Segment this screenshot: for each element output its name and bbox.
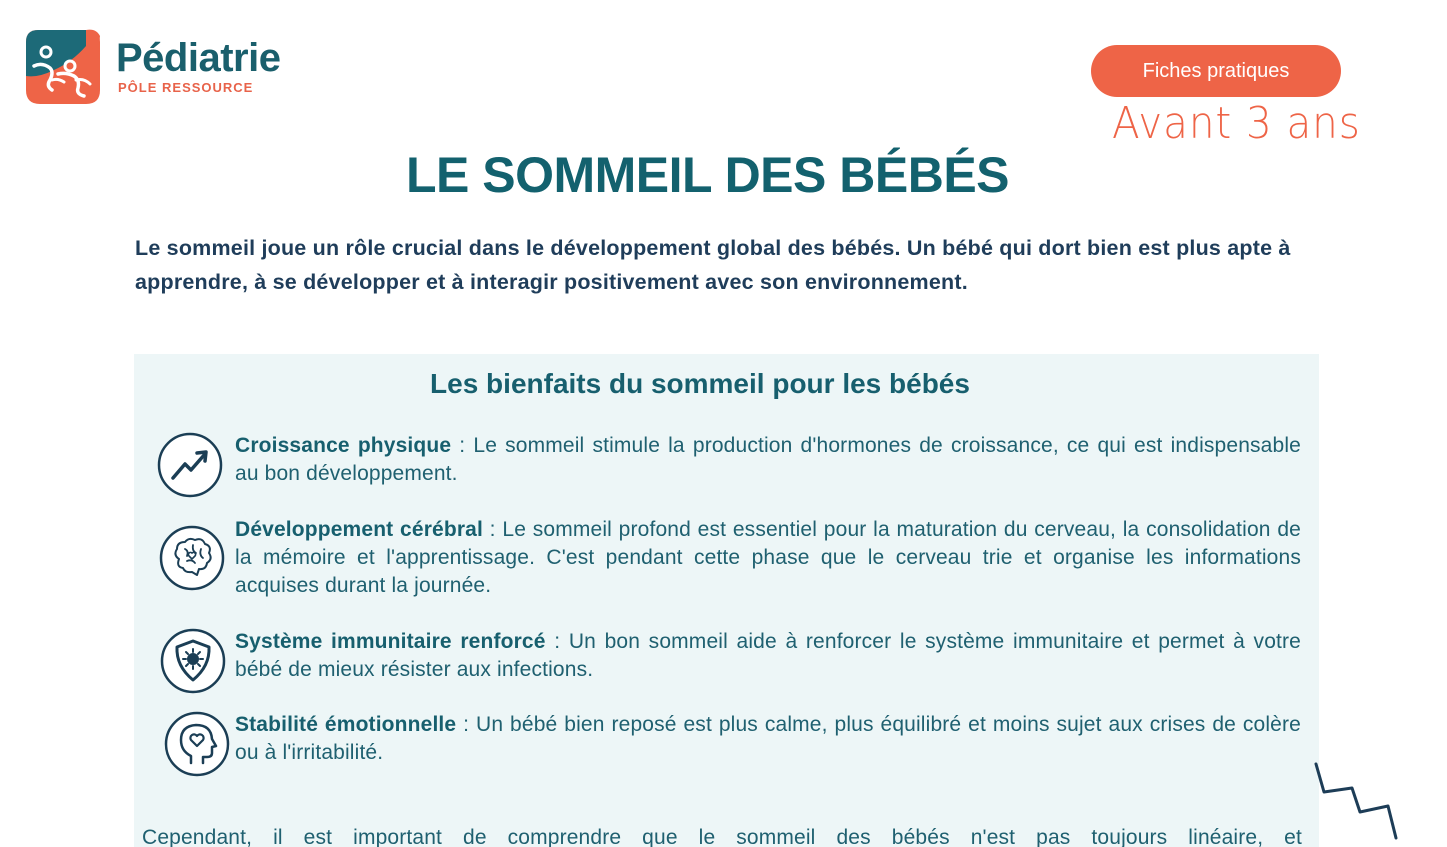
category-button[interactable]: Fiches pratiques bbox=[1091, 45, 1341, 97]
zigzag-decoration bbox=[1308, 760, 1404, 844]
benefit-description: : Un bébé bien reposé est plus calme, plus équilibré et moins sujet aux crises de colère ou à l'irritabilité. bbox=[235, 713, 1301, 764]
benefit-heading: Croissance physique bbox=[235, 434, 452, 457]
brand-logo[interactable] bbox=[24, 26, 280, 106]
benefit-text bbox=[235, 516, 1301, 600]
benefits-panel bbox=[134, 354, 1319, 847]
benefit-heading: Stabilité émotionnelle bbox=[235, 713, 457, 736]
benefit-text bbox=[235, 711, 1301, 767]
age-label: Avant 3 ans bbox=[1112, 98, 1361, 149]
growth-chart-icon bbox=[157, 432, 223, 498]
intro-paragraph: Le sommeil joue un rôle crucial dans le développement global des bébés. Un bébé qui dort bien est plus apte à apprendre, à se développer et à interagir positivement avec son environnement. bbox=[135, 236, 1291, 294]
page-title: LE SOMMEIL DES BÉBÉS bbox=[405, 147, 1010, 203]
brain-icon bbox=[159, 525, 225, 591]
benefit-description: : Le sommeil profond est essentiel pour la maturation du cerveau, la consolidation de la mémoire et l'apprentissage. C'est pendant cette phase que le cerveau trie et organise les informations acquises durant la journée. bbox=[235, 518, 1302, 597]
brand-subtitle: PÔLE RESSOURCE bbox=[118, 79, 254, 95]
brand-name: Pédiatrie bbox=[116, 35, 281, 80]
benefit-description: : Le sommeil stimule la production d'hormones de croissance, ce qui est indispensable au bon développement. bbox=[235, 434, 1301, 485]
head-heart-icon bbox=[164, 711, 230, 777]
benefit-heading: Développement cérébral bbox=[235, 518, 483, 541]
benefits-title: Les bienfaits du sommeil pour les bébés bbox=[430, 368, 970, 399]
closing-paragraph: Cependant, il est important de comprendre que le sommeil des bébés n'est pas toujours linéaire, et bbox=[142, 826, 1302, 847]
shield-virus-icon bbox=[160, 628, 226, 694]
benefit-text bbox=[235, 628, 1301, 684]
benefit-heading: Système immunitaire renforcé bbox=[235, 630, 546, 653]
benefit-description: : Un bon sommeil aide à renforcer le système immunitaire et permet à votre bébé de mieux résister aux infections. bbox=[235, 630, 1301, 681]
benefit-text bbox=[235, 432, 1301, 488]
pediatrie-logo-icon bbox=[24, 26, 102, 106]
